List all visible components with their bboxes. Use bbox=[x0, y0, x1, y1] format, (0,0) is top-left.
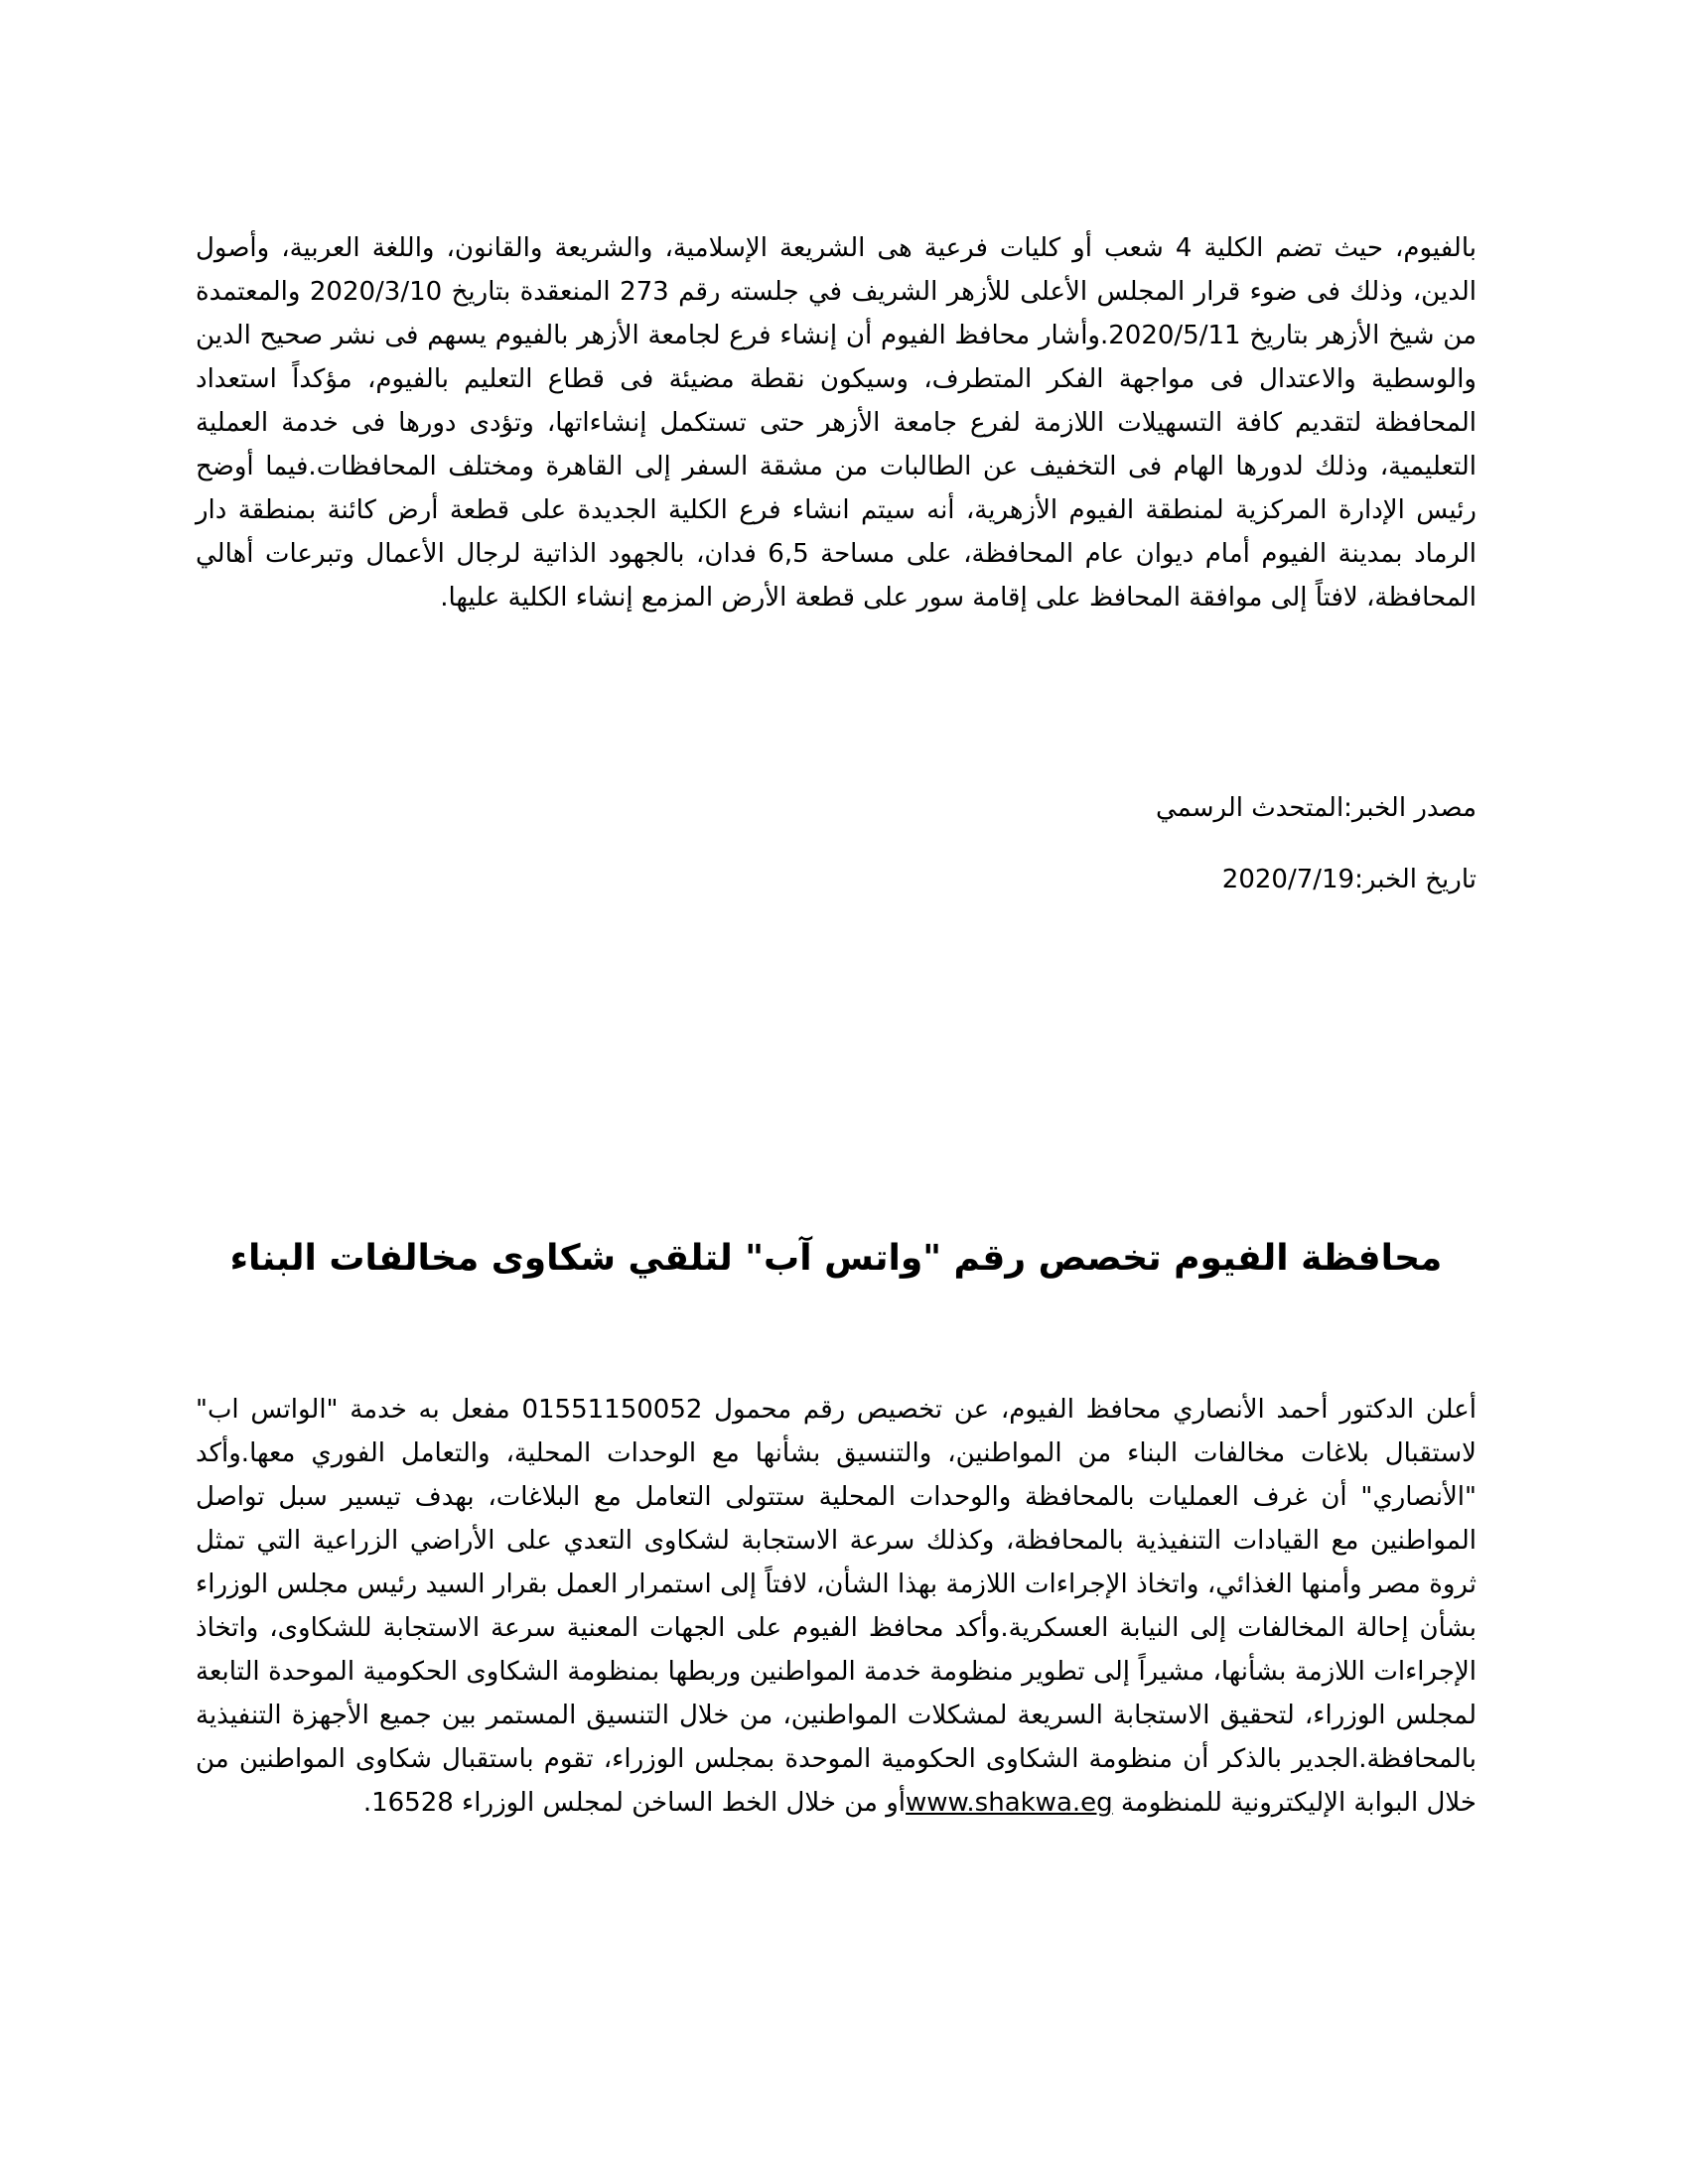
news-date-line: تاريخ الخبر:2020/7/19 bbox=[1221, 865, 1477, 894]
news-source-line: مصدر الخبر:المتحدث الرسمي bbox=[1156, 793, 1477, 823]
article-body-text-before-link: أعلن الدكتور أحمد الأنصاري محافظ الفيوم، عن تخصيص رقم محمول 01551150052 مفعل به خدمة "الواتس اب" لاستقبال بلاغات مخالفات البناء من المواطنين، والتنسيق بشأنها مع الوحدات المحلية، والتعامل الفوري معها.وأكد "الأنصاري" أن غرف العمليات بالمحافظة والوحدات المحلية ستتولى التعامل مع البلاغات، بهدف تيسير سبل تواصل المواطنين مع القيادات التنفيذية بالمحافظة، وكذلك سرعة الاستجابة لشكاوى التعدي على الأراضي الزراعية التي تمثل ثروة مصر وأمنها الغذائي، واتخاذ الإجراءات اللازمة بهذا الشأن، لافتاً إلى استمرار العمل بقرار السيد رئيس مجلس الوزراء بشأن إحالة المخالفات إلى النيابة العسكرية.وأكد محافظ الفيوم على الجهات المعنية سرعة الاستجابة للشكاوى، واتخاذ الإجراءات اللازمة بشأنها، مشيراً إلى تطوير منظومة خدمة المواطنين وربطها بمنظومة الشكاوى الحكومية الموحدة التابعة لمجلس الوزراء، لتحقيق الاستجابة السريعة لمشكلات المواطنين، من خلال التنسيق المستمر بين جميع الأجهزة التنفيذية بالمحافظة.الجدير بالذكر أن منظومة الشكاوى الحكومية الموحدة بمجلس الوزراء، تقوم باستقبال شكاوى المواطنين من خلال البوابة الإليكترونية للمنظومة bbox=[196, 1395, 1477, 1818]
shakwa-website-link[interactable]: www.shakwa.eg bbox=[906, 1788, 1113, 1818]
article-body-paragraph-2 bbox=[196, 1388, 1477, 1825]
article-body-text-after-link: أو من خلال الخط الساخن لمجلس الوزراء 16528. bbox=[362, 1788, 906, 1818]
article-heading: محافظة الفيوم تخصص رقم "واتس آب" لتلقي شكاوى مخالفات البناء bbox=[229, 1237, 1443, 1279]
article-body-paragraph: بالفيوم، حيث تضم الكلية 4 شعب أو كليات فرعية هى الشريعة الإسلامية، والشريعة والقانون، واللغة العربية، وأصول الدين، وذلك فى ضوء قرار المجلس الأعلى للأزهر الشريف في جلسته رقم 273 المنعقدة بتاريخ 2020/3/10 والمعتمدة من شيخ الأزهر بتاريخ 2020/5/11.وأشار محافظ الفيوم أن إنشاء فرع لجامعة الأزهر بالفيوم يسهم فى نشر صحيح الدين والوسطية والاعتدال فى مواجهة الفكر المتطرف، وسيكون نقطة مضيئة فى قطاع التعليم بالفيوم، مؤكداً استعداد المحافظة لتقديم كافة التسهيلات اللازمة لفرع جامعة الأزهر حتى تستكمل إنشاءاتها، وتؤدى دورها فى خدمة العملية التعليمية، وذلك لدورها الهام فى التخفيف عن الطالبات من مشقة السفر إلى القاهرة ومختلف المحافظات.فيما أوضح رئيس الإدارة المركزية لمنطقة الفيوم الأزهرية، أنه سيتم انشاء فرع الكلية الجديدة على قطعة أرض كائنة بمنطقة دار الرماد بمدينة الفيوم أمام ديوان عام المحافظة، على مساحة 6,5 فدان، بالجهود الذاتية لرجال الأعمال وتبرعات أهالي المحافظة، لافتاً إلى موافقة المحافظ على إقامة سور على قطعة الأرض المزمع إنشاء الكلية عليها. bbox=[196, 233, 1477, 613]
